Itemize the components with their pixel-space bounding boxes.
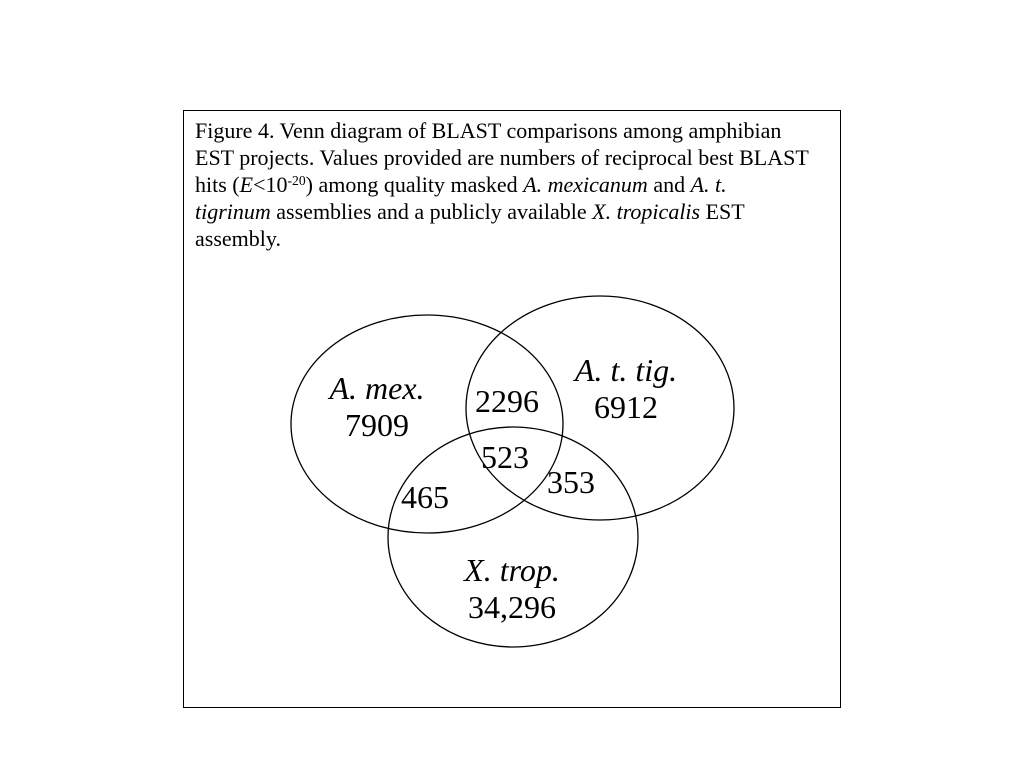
set-label-a-mex (329, 370, 424, 444)
figure-box (183, 110, 841, 708)
set-name-x-trop: X. trop. (464, 552, 560, 588)
set-count-x-trop: 34,296 (467, 589, 556, 625)
set-label-a-t-tig (575, 352, 677, 426)
set-count-a-mex: 7909 (345, 407, 409, 443)
caption-line: Figure 4. Venn diagram of BLAST comparisons among amphibian (195, 118, 782, 143)
set-name-a-t-tig: A. t. tig. (574, 352, 678, 388)
overlap-mex-trop: 465 (401, 479, 449, 515)
overlap-tig-trop: 353 (547, 464, 595, 500)
overlap-mex-tig: 2296 (475, 383, 539, 419)
caption-line: tigrinum assemblies and a publicly available X. tropicalis EST (195, 199, 745, 224)
caption-line: assembly. (195, 226, 281, 251)
set-name-a-mex: A. mex. (329, 370, 425, 406)
overlap-mex-tig-trop: 523 (481, 439, 529, 475)
set-label-x-trop (464, 552, 560, 626)
set-count-a-t-tig: 6912 (594, 389, 658, 425)
caption-line: hits $(E<10^{-20})$ among quality masked A. mexicanum and A. t. (195, 172, 727, 197)
caption-line: EST projects. Values provided are numbers of reciprocal best BLAST (195, 145, 809, 170)
